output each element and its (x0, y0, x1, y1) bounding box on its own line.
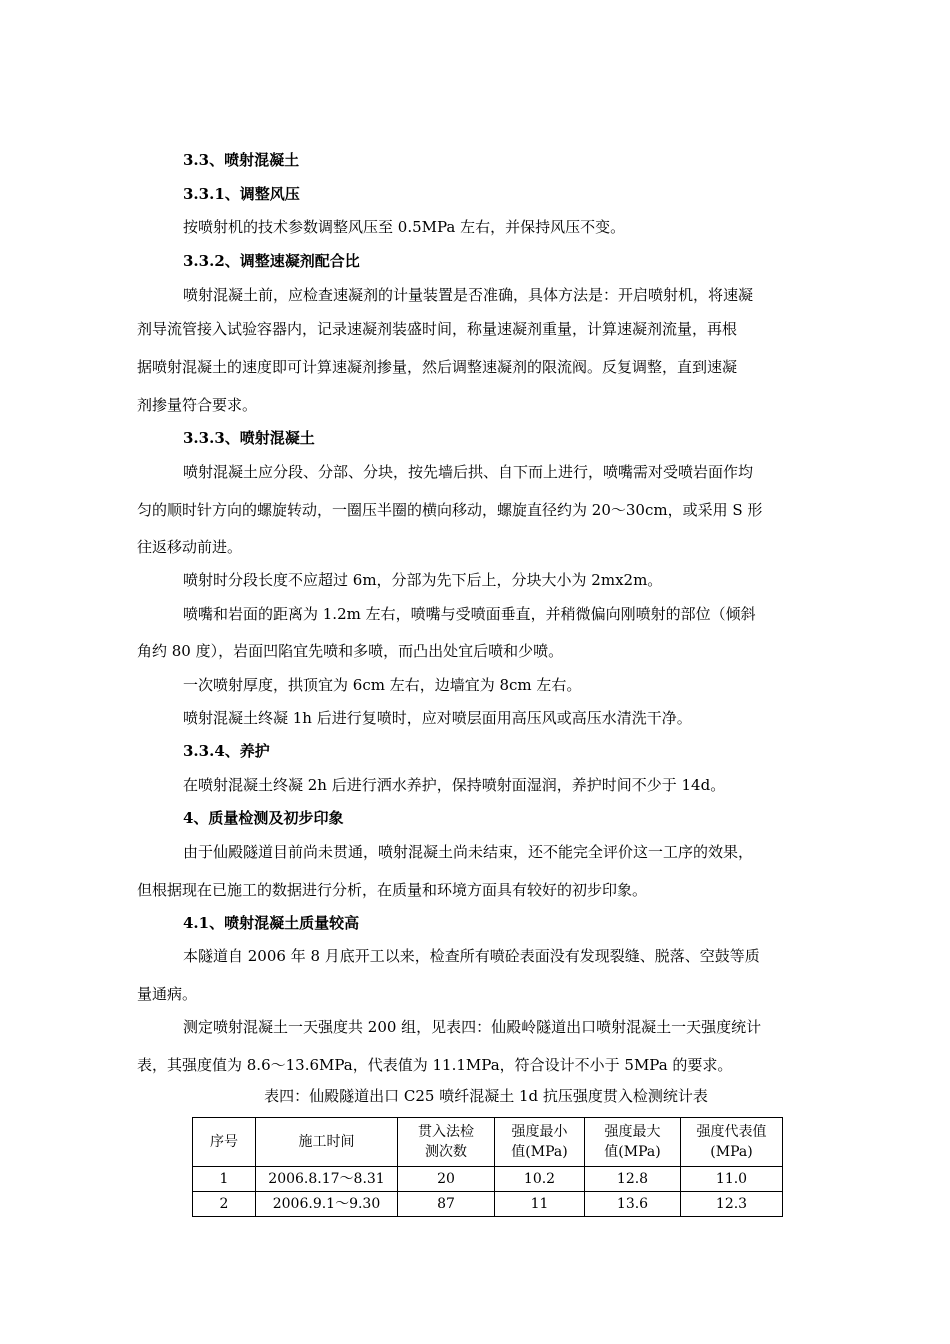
table-cell: 2 (193, 1192, 256, 1217)
section-4-paragraph-line: 但根据现在已施工的数据进行分析，在质量和环境方面具有较好的初步印象。 (137, 881, 648, 899)
table-caption: 表四：仙殿隧道出口 C25 喷纤混凝土 1d 抗压强度贯入检测统计表 (264, 1087, 708, 1105)
header-index: 序号 (193, 1118, 256, 1167)
section-4-1-paragraph-2-line: 测定喷射混凝土一天强度共 200 组，见表四：仙殿岭隧道出口喷射混凝土一天强度统计 (183, 1018, 762, 1036)
table-cell: 12.3 (681, 1192, 783, 1217)
table-cell: 20 (398, 1167, 495, 1192)
header-test-count: 贯入法检 测次数 (398, 1118, 495, 1167)
section-3-3-3-paragraph-line: 往返移动前进。 (137, 538, 243, 556)
section-3-3-title: 3.3、喷射混凝土 (183, 151, 300, 169)
section-3-3-3-paragraph-2: 喷射时分段长度不应超过 6m，分部为先下后上，分块大小为 2mx2m。 (183, 571, 663, 589)
header-construction-time: 施工时间 (256, 1118, 398, 1167)
section-3-3-1-title: 3.3.1、调整风压 (183, 185, 300, 203)
section-4-1-paragraph-2-line: 表，其强度值为 8.6～13.6MPa，代表值为 11.1MPa，符合设计不小于 5MPa 的要求。 (137, 1056, 733, 1074)
header-representative-strength: 强度代表值 (MPa) (681, 1118, 783, 1167)
table-cell: 2006.9.1～9.30 (256, 1192, 398, 1217)
table-cell: 12.8 (585, 1167, 681, 1192)
section-3-3-3-paragraph-3-line: 角约 80 度），岩面凹陷宜先喷和多喷，而凸出处宜后喷和少喷。 (137, 642, 564, 660)
section-3-3-2-paragraph-line: 剂导流管接入试验容器内，记录速凝剂装盛时间，称量速凝剂重量，计算速凝剂流量，再根 (137, 320, 738, 338)
section-3-3-2-paragraph-line: 据喷射混凝土的速度即可计算速凝剂掺量，然后调整速凝剂的限流阀。反复调整，直到速凝 (137, 358, 738, 376)
table-cell: 10.2 (495, 1167, 585, 1192)
table-cell: 1 (193, 1167, 256, 1192)
table-cell: 13.6 (585, 1192, 681, 1217)
section-3-3-4-title: 3.3.4、养护 (183, 742, 270, 760)
section-3-3-3-paragraph-line: 匀的顺时针方向的螺旋转动，一圈压半圈的横向移动，螺旋直径约为 20～30cm，或采用 S 形 (137, 501, 763, 519)
table-header-row (193, 1118, 783, 1167)
section-3-3-3-paragraph-4: 一次喷射厚度，拱顶宜为 6cm 左右，边墙宜为 8cm 左右。 (183, 676, 582, 694)
table-cell: 11.0 (681, 1167, 783, 1192)
section-4-paragraph-line: 由于仙殿隧道目前尚未贯通，喷射混凝土尚未结束，还不能完全评价这一工序的效果， (183, 843, 754, 861)
section-4-1-paragraph-line: 量通病。 (137, 985, 198, 1003)
strength-stats-table (192, 1117, 783, 1217)
section-3-3-1-paragraph: 按喷射机的技术参数调整风压至 0.5MPa 左右，并保持风压不变。 (183, 218, 626, 236)
table-cell: 11 (495, 1192, 585, 1217)
section-3-3-3-title: 3.3.3、喷射混凝土 (183, 429, 315, 447)
section-3-3-4-paragraph: 在喷射混凝土终凝 2h 后进行洒水养护，保持喷射面湿润，养护时间不少于 14d。 (183, 776, 726, 794)
section-3-3-2-paragraph-line: 剂掺量符合要求。 (137, 396, 258, 414)
section-3-3-3-paragraph-3-line: 喷嘴和岩面的距离为 1.2m 左右，喷嘴与受喷面垂直，并稍微偏向刚喷射的部位（倾斜 (183, 605, 756, 623)
section-3-3-2-paragraph-line: 喷射混凝土前，应检查速凝剂的计量装置是否准确，具体方法是：开启喷射机，将速凝 (183, 286, 754, 304)
table-row (193, 1167, 783, 1192)
section-3-3-3-paragraph-line: 喷射混凝土应分段、分部、分块，按先墙后拱、自下而上进行，喷嘴需对受喷岩面作均 (183, 463, 754, 481)
section-3-3-2-title: 3.3.2、调整速凝剂配合比 (183, 252, 360, 270)
header-max-strength: 强度最大 值(MPa) (585, 1118, 681, 1167)
section-4-1-paragraph-line: 本隧道自 2006 年 8 月底开工以来，检查所有喷砼表面没有发现裂缝、脱落、空鼓等质 (183, 947, 760, 965)
section-4-title: 4、质量检测及初步印象 (183, 809, 344, 827)
table-row (193, 1192, 783, 1217)
table-cell: 87 (398, 1192, 495, 1217)
section-3-3-3-paragraph-5: 喷射混凝土终凝 1h 后进行复喷时，应对喷层面用高压风或高压水清洗干净。 (183, 709, 692, 727)
section-4-1-title: 4.1、喷射混凝土质量较高 (183, 914, 360, 932)
header-min-strength: 强度最小 值(MPa) (495, 1118, 585, 1167)
table-cell: 2006.8.17～8.31 (256, 1167, 398, 1192)
